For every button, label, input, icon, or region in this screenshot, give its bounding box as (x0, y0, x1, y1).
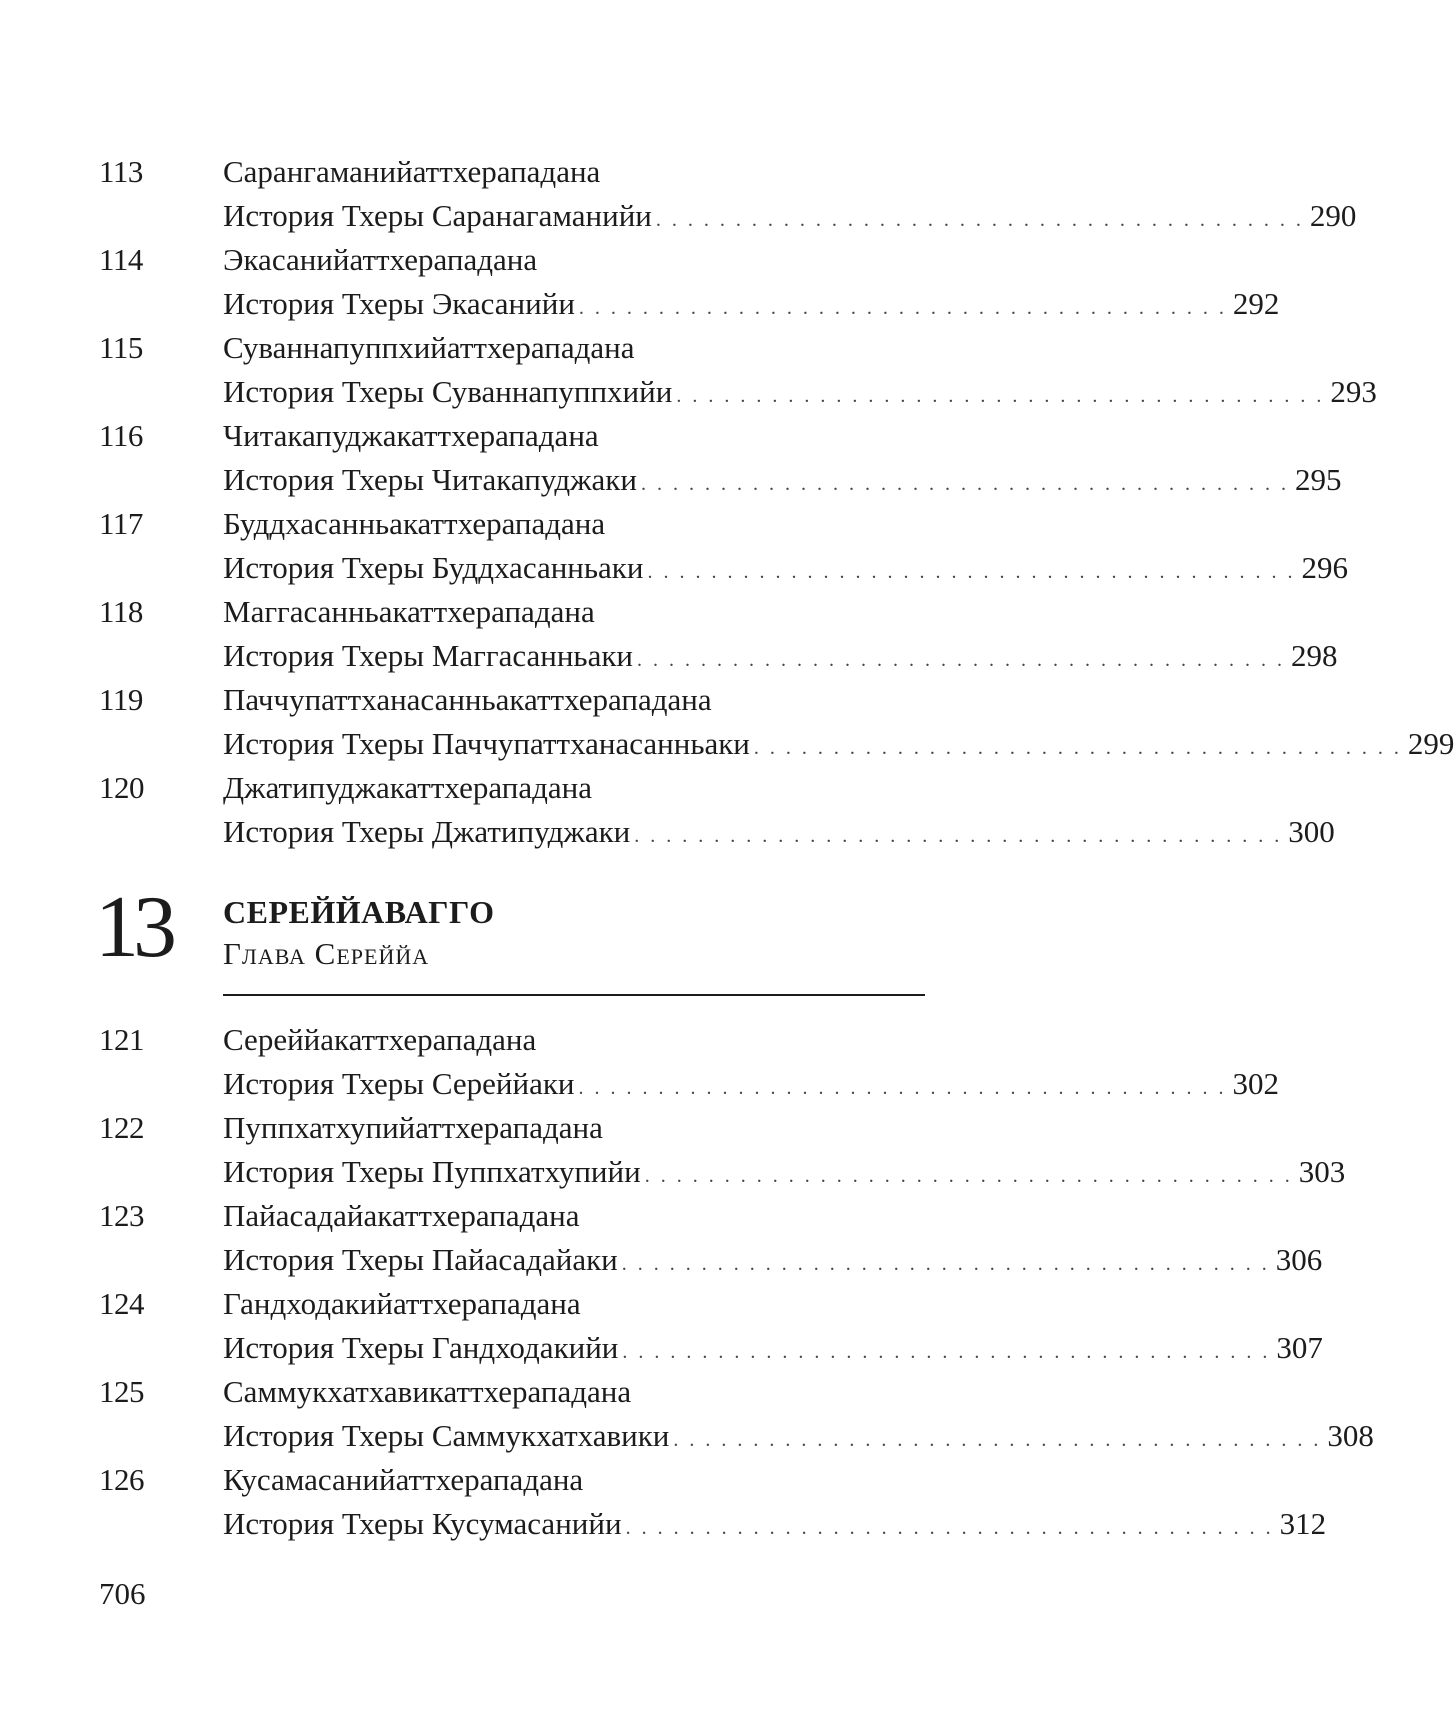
dot-leader: . . . . . . . . . . . . . . . . . . . . . . . . . . . . . . . . . . . . . . . . . (644, 1165, 1293, 1187)
entry-number: 122 (99, 1110, 144, 1145)
toc-entry (99, 1106, 1346, 1194)
toc-list-top (99, 150, 1454, 854)
toc-entry (99, 590, 1338, 678)
toc-entry (99, 1018, 1280, 1106)
entry-page-number: 299 (1407, 726, 1454, 761)
dot-leader: . . . . . . . . . . . . . . . . . . . . . . . . . . . . . . . . . . . . . . . . . (753, 737, 1402, 759)
toc-entry (99, 1370, 1374, 1458)
toc-entry (99, 414, 1342, 502)
dot-leader: . . . . . . . . . . . . . . . . . . . . . . . . . . . . . . . . . . . . . . . . . (640, 473, 1289, 495)
entry-russian-title: История Тхеры Саммукхатхавики (223, 1418, 670, 1453)
entry-number: 126 (99, 1462, 144, 1497)
toc-list-bottom (99, 1018, 1374, 1546)
entry-pali-title: Экасанийаттхерападана (223, 242, 538, 277)
entry-russian-title: История Тхеры Паччупаттханасанньаки (223, 726, 750, 761)
toc-entry (99, 1194, 1323, 1282)
entry-russian-title: История Тхеры Кусумасанийи (223, 1506, 622, 1541)
entry-page-number: 308 (1327, 1418, 1374, 1453)
dot-leader: . . . . . . . . . . . . . . . . . . . . . . . . . . . . . . . . . . . . . . . . . (578, 1077, 1227, 1099)
toc-entry (99, 238, 1280, 326)
dot-leader: . . . . . . . . . . . . . . . . . . . . . . . . . . . . . . . . . . . . . . . . . (673, 1429, 1322, 1451)
entry-pali-title: Буддхасанньакаттхерападана (223, 506, 606, 541)
entry-russian-title: История Тхеры Сереййаки (223, 1066, 575, 1101)
toc-entry (99, 502, 1348, 590)
entry-pali-title: Паччупаттханасанньакаттхерападана (223, 682, 712, 717)
entry-page-number: 302 (1232, 1066, 1280, 1101)
entry-pali-title: Сарангаманийаттхерападана (223, 154, 601, 189)
entry-pali-title: Сереййакаттхерападана (223, 1022, 537, 1057)
entry-russian-title: История Тхеры Буддхасанньаки (223, 550, 644, 585)
entry-pali-title: Саммукхатхавикаттхерападана (223, 1374, 632, 1409)
chapter-title: СЕРЕЙЙАВАГГО (223, 894, 495, 930)
dot-leader: . . . . . . . . . . . . . . . . . . . . . . . . . . . . . . . . . . . . . . . . . (622, 1341, 1271, 1363)
dot-leader: . . . . . . . . . . . . . . . . . . . . . . . . . . . . . . . . . . . . . . . . . (578, 297, 1227, 319)
toc-entry (99, 766, 1335, 854)
toc-entry (99, 1282, 1323, 1370)
entry-page-number: 303 (1298, 1154, 1346, 1189)
entry-page-number: 295 (1294, 462, 1342, 497)
entry-number: 121 (99, 1022, 144, 1057)
entry-number: 113 (99, 154, 143, 189)
entry-pali-title: Джатипуджакаттхерападана (223, 770, 592, 805)
dot-leader: . . . . . . . . . . . . . . . . . . . . . . . . . . . . . . . . . . . . . . . . . (676, 385, 1325, 407)
entry-russian-title: История Тхеры Пуппхатхупийи (223, 1154, 641, 1189)
entry-russian-title: История Тхеры Экасанийи (223, 286, 575, 321)
entry-number: 125 (99, 1374, 144, 1409)
chapter-heading (95, 879, 925, 1008)
page-folio-number: 706 (99, 1576, 146, 1611)
entry-number: 120 (99, 770, 144, 805)
entry-pali-title: Суваннапуппхийаттхерападана (223, 330, 635, 365)
entry-russian-title: История Тхеры Джатипуджаки (223, 814, 631, 849)
dot-leader: . . . . . . . . . . . . . . . . . . . . . . . . . . . . . . . . . . . . . . . . . (621, 1253, 1270, 1275)
toc-entry (99, 150, 1357, 238)
dot-leader: . . . . . . . . . . . . . . . . . . . . . . . . . . . . . . . . . . . . . . . . . (634, 825, 1283, 847)
entry-russian-title: История Тхеры Пайасадайаки (223, 1242, 618, 1277)
entry-number: 118 (99, 594, 143, 629)
entry-russian-title: История Тхеры Суваннапуппхийи (223, 374, 673, 409)
dot-leader: . . . . . . . . . . . . . . . . . . . . . . . . . . . . . . . . . . . . . . . . . (636, 649, 1285, 671)
entry-page-number: 290 (1309, 198, 1357, 233)
chapter-number: 13 (95, 879, 171, 976)
entry-russian-title: История Тхеры Читакапуджаки (223, 462, 637, 497)
entry-page-number: 296 (1301, 550, 1348, 585)
entry-page-number: 300 (1288, 814, 1335, 849)
entry-page-number: 312 (1279, 1506, 1327, 1541)
dot-leader: . . . . . . . . . . . . . . . . . . . . . . . . . . . . . . . . . . . . . . . . . (625, 1517, 1274, 1539)
toc-entry (99, 326, 1377, 414)
dot-leader: . . . . . . . . . . . . . . . . . . . . . . . . . . . . . . . . . . . . . . . . . (655, 209, 1304, 231)
entry-pali-title: Пуппхатхупийаттхерападана (223, 1110, 603, 1145)
entry-number: 115 (99, 330, 143, 365)
toc-entry (99, 1458, 1327, 1546)
dot-leader: . . . . . . . . . . . . . . . . . . . . . . . . . . . . . . . . . . . . . . . . . (647, 561, 1296, 583)
chapter-subtitle: Глава Сереййа (223, 936, 430, 971)
entry-page-number: 292 (1232, 286, 1280, 321)
entry-pali-title: Маггасанньакаттхерападана (223, 594, 595, 629)
entry-russian-title: История Тхеры Маггасанньаки (223, 638, 633, 673)
entry-pali-title: Читакапуджакаттхерападана (223, 418, 599, 453)
entry-russian-title: История Тхеры Саранагаманийи (223, 198, 652, 233)
entry-russian-title: История Тхеры Гандходакийи (223, 1330, 619, 1365)
chapter-divider (223, 994, 925, 996)
entry-page-number: 298 (1290, 638, 1338, 673)
entry-number: 119 (99, 682, 143, 717)
entry-page-number: 306 (1275, 1242, 1323, 1277)
entry-pali-title: Гандходакийаттхерападана (223, 1286, 581, 1321)
entry-number: 124 (99, 1286, 144, 1321)
entry-number: 123 (99, 1198, 144, 1233)
entry-page-number: 293 (1330, 374, 1377, 409)
entry-pali-title: Кусамасанийаттхерападана (223, 1462, 584, 1497)
entry-number: 117 (99, 506, 143, 541)
entry-pali-title: Пайасадайакаттхерападана (223, 1198, 580, 1233)
toc-entry (99, 678, 1454, 766)
entry-number: 114 (99, 242, 143, 277)
entry-number: 116 (99, 418, 143, 453)
entry-page-number: 307 (1276, 1330, 1323, 1365)
